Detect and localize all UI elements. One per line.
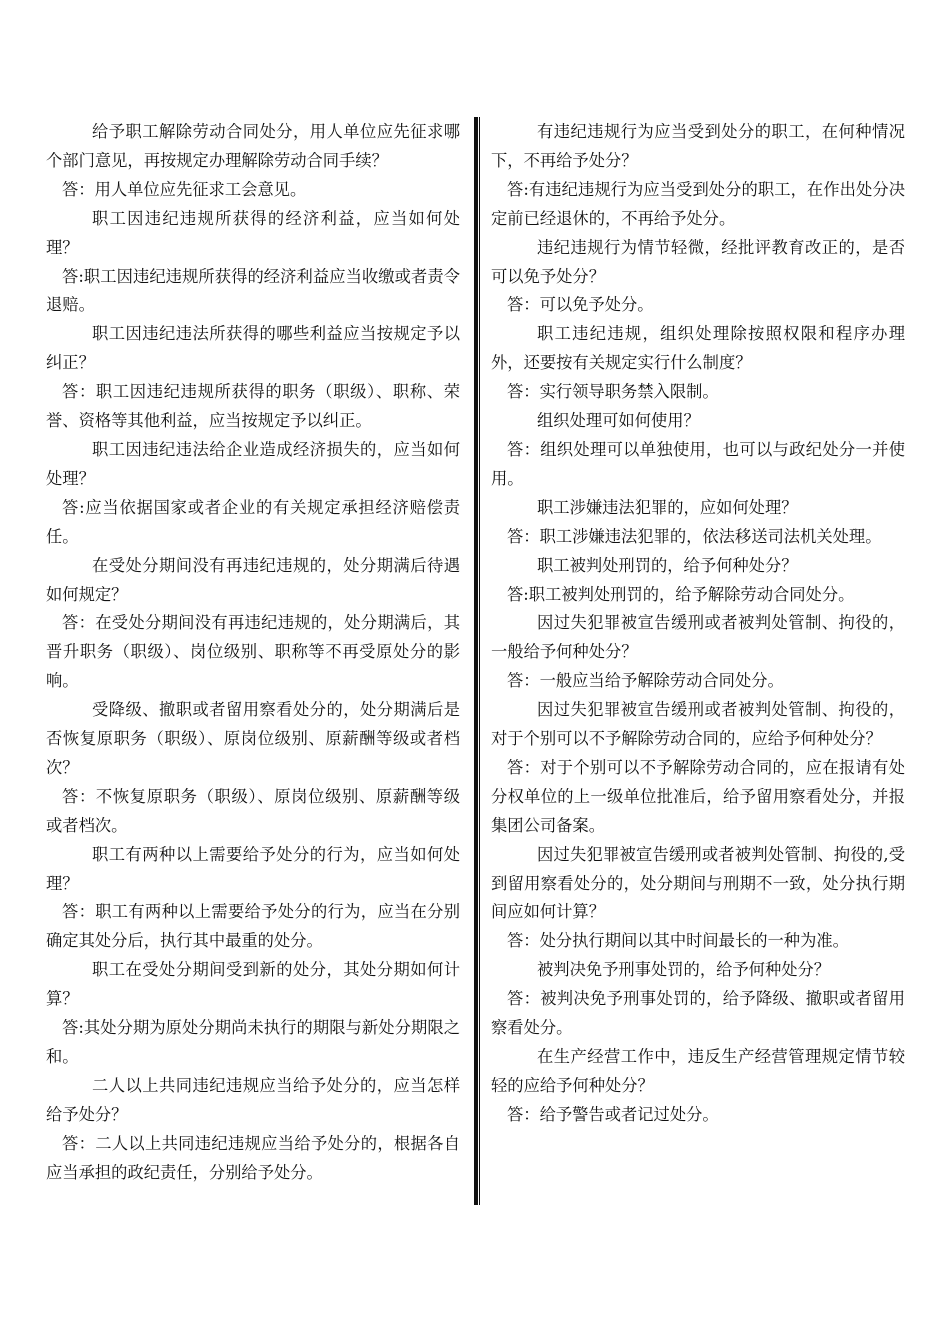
answer: 答：不恢复原职务（职级）、原岗位级别、原薪酬等级或者档次。 — [46, 786, 460, 835]
question: 组织处理可如何使用？ — [537, 411, 700, 431]
qa-item — [46, 841, 460, 957]
question: 职工有两种以上需要给予处分的行为，应当如何处理？ — [46, 844, 460, 893]
qa-item — [491, 1043, 905, 1130]
qa-item — [46, 956, 460, 1072]
question: 职工被判处刑罚的，给予何种处分？ — [537, 555, 798, 575]
answer: 答：在受处分期间没有再违纪违规的，处分期满后，其晋升职务（职级）、岗位级别、职称等不再受原处分的影响。 — [46, 613, 460, 691]
left-column — [46, 118, 460, 1188]
answer: 答：一般应当给予解除劳动合同处分。 — [507, 671, 784, 691]
answer: 答：给予警告或者记过处分。 — [507, 1104, 719, 1124]
answer: 答:职工因违纪违规所获得的经济利益应当收缴或者责令退赔。 — [46, 266, 460, 315]
answer: 答:其处分期为原处分期尚未执行的期限与新处分期限之和。 — [46, 1018, 460, 1066]
answer: 答：被判决免予刑事处罚的，给予降级、撤职或者留用察看处分。 — [491, 989, 905, 1038]
qa-item — [46, 320, 460, 436]
answer: 答:应当依据国家或者企业的有关规定承担经济赔偿责任。 — [46, 497, 460, 546]
question: 职工因违纪违法所获得的哪些利益应当按规定予以纠正？ — [46, 324, 460, 373]
qa-item — [491, 552, 905, 610]
question: 二人以上共同违纪违规应当给予处分的，应当怎样给予处分？ — [46, 1075, 460, 1124]
answer: 答：职工因违纪违规所获得的职务（职级）、职称、荣誉、资格等其他利益，应当按规定予以纠正。 — [46, 382, 460, 431]
question: 职工因违纪违规所获得的经济利益，应当如何处理？ — [46, 208, 460, 257]
question: 受降级、撤职或者留用察看处分的，处分期满后是否恢复原职务（职级）、原岗位级别、原薪酬等级或者档次？ — [46, 700, 460, 777]
question: 因过失犯罪被宣告缓刑或者被判处管制、拘役的,受到留用察看处分的，处分期间与刑期不一致，处分执行期间应如何计算？ — [491, 844, 905, 922]
qa-item — [491, 696, 905, 841]
answer: 答：职工涉嫌违法犯罪的，依法移送司法机关处理。 — [507, 526, 882, 546]
qa-item — [46, 1072, 460, 1188]
question: 因过失犯罪被宣告缓刑或者被判处管制、拘役的，一般给予何种处分？ — [491, 613, 905, 662]
question: 有违纪违规行为应当受到处分的职工，在何种情况下，不再给予处分？ — [491, 122, 905, 170]
question: 职工因违纪违法给企业造成经济损失的，应当如何处理？ — [46, 439, 460, 488]
qa-item — [46, 696, 460, 841]
qa-item — [46, 205, 460, 321]
answer: 答：组织处理可以单独使用，也可以与政纪处分一并使用。 — [491, 439, 905, 488]
qa-item — [491, 234, 905, 321]
column-divider — [474, 117, 478, 1205]
answer: 答：用人单位应先征求工会意见。 — [62, 179, 307, 199]
answer: 答：职工有两种以上需要给予处分的行为，应当在分别确定其处分后，执行其中最重的处分。 — [46, 902, 460, 951]
question: 在受处分期间没有再违纪违规的，处分期满后待遇如何规定？ — [46, 555, 460, 604]
question: 因过失犯罪被宣告缓刑或者被判处管制、拘役的，对于个别可以不予解除劳动合同的，应给予何种处分？ — [491, 700, 905, 749]
question: 职工在受处分期间受到新的处分，其处分期如何计算？ — [46, 960, 460, 1009]
question: 被判决免予刑事处罚的，给予何种处分？ — [537, 960, 831, 980]
answer: 答：二人以上共同违纪违规应当给予处分的，根据各自应当承担的政纪责任，分别给予处分。 — [46, 1133, 460, 1182]
qa-item — [491, 320, 905, 407]
qa-item — [491, 956, 905, 1043]
question: 给予职工解除劳动合同处分，用人单位应先征求哪个部门意见，再按规定办理解除劳动合同手续？ — [46, 122, 460, 170]
qa-item — [46, 118, 460, 205]
question: 职工违纪违规，组织处理除按照权限和程序办理外，还要按有关规定实行什么制度？ — [491, 324, 905, 373]
question: 职工涉嫌违法犯罪的，应如何处理？ — [537, 497, 798, 517]
right-column — [491, 118, 905, 1130]
qa-item — [491, 841, 905, 957]
column-divider-thin — [479, 117, 480, 1205]
qa-item — [491, 407, 905, 494]
question: 在生产经营工作中，违反生产经营管理规定情节较轻的应给予何种处分？ — [491, 1047, 905, 1095]
qa-item — [491, 609, 905, 696]
qa-item — [491, 494, 905, 552]
answer: 答：实行领导职务禁入限制。 — [507, 382, 719, 402]
answer: 答：处分执行期间以其中时间最长的一种为准。 — [507, 931, 849, 951]
qa-item — [46, 436, 460, 552]
answer: 答：可以免予处分。 — [507, 295, 654, 315]
answer: 答:有违纪违规行为应当受到处分的职工，在作出处分决定前已经退休的，不再给予处分。 — [491, 179, 905, 228]
qa-item — [491, 118, 905, 234]
answer: 答：对于个别可以不予解除劳动合同的，应在报请有处分权单位的上一级单位批准后，给予留用察看处分，并报集团公司备案。 — [491, 757, 905, 835]
question: 违纪违规行为情节轻微，经批评教育改正的，是否可以免予处分？ — [491, 237, 905, 286]
qa-item — [46, 552, 460, 697]
answer: 答:职工被判处刑罚的，给予解除劳动合同处分。 — [507, 584, 855, 604]
